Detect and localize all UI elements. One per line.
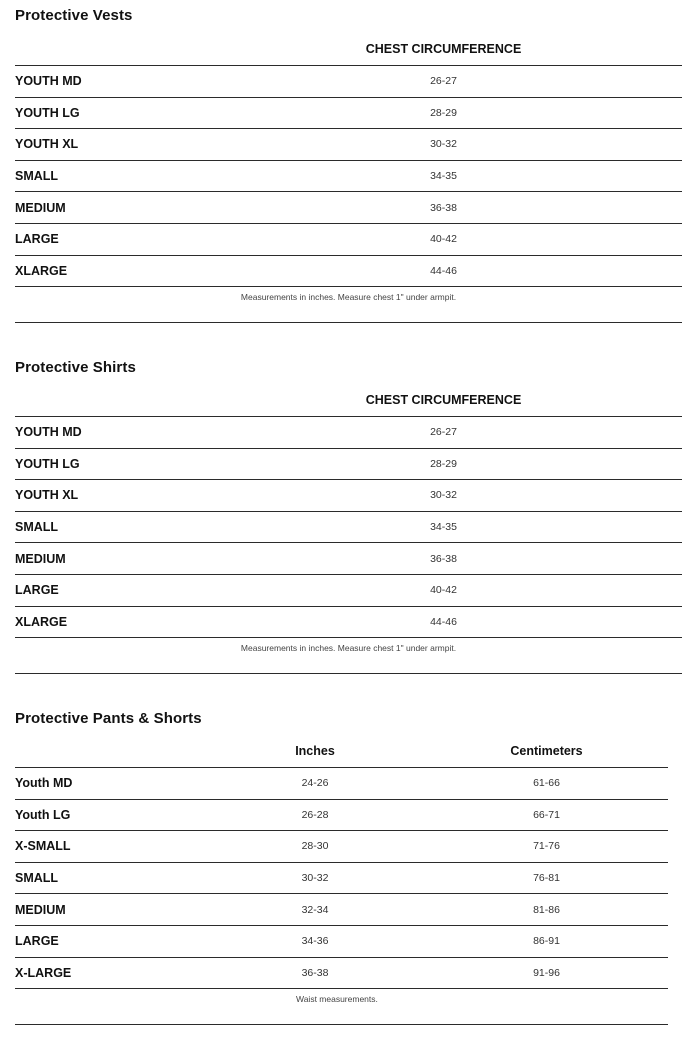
measurement-note: Measurements in inches. Measure chest 1" under armpit. [15,638,682,674]
table-row [15,66,682,98]
centimeters-value: 91-96 [425,957,668,989]
size-label: LARGE [15,925,205,957]
size-label: SMALL [15,160,205,192]
centimeters-column-header: Centimeters [510,744,583,758]
size-column-header [15,735,205,768]
centimeters-value: 66-71 [425,799,668,831]
chest-value: 26-27 [205,417,682,449]
chest-value: 44-46 [205,255,682,287]
note-row [15,989,668,1025]
table-row [15,511,682,543]
size-label: LARGE [15,223,205,255]
chest-value: 28-29 [205,448,682,480]
size-label: XLARGE [15,606,205,638]
vests-size-table [15,33,682,323]
centimeters-value: 61-66 [425,768,668,800]
size-label: YOUTH XL [15,480,205,512]
table-row [15,97,682,129]
centimeters-value: 81-86 [425,894,668,926]
size-label: Youth MD [15,768,205,800]
table-row [15,606,682,638]
table-row [15,255,682,287]
centimeters-value: 86-91 [425,925,668,957]
size-label: LARGE [15,574,205,606]
size-label: X-LARGE [15,957,205,989]
size-column-header [15,33,205,66]
table-row [15,223,682,255]
table-row [15,799,668,831]
chest-value: 34-35 [205,511,682,543]
shirts-size-table [15,384,682,674]
centimeters-value: 71-76 [425,831,668,863]
shirts-title: Protective Shirts [15,359,136,376]
chest-column-header: CHEST CIRCUMFERENCE [365,393,522,407]
table-row [15,862,668,894]
table-row [15,480,682,512]
size-label: SMALL [15,511,205,543]
chest-value: 44-46 [205,606,682,638]
size-label: SMALL [15,862,205,894]
pants-title: Protective Pants & Shorts [15,710,202,727]
size-label: MEDIUM [15,543,205,575]
centimeters-value: 76-81 [425,862,668,894]
inches-value: 28-30 [205,831,425,863]
measurement-note: Waist measurements. [15,989,668,1025]
chest-value: 28-29 [205,97,682,129]
table-row [15,925,668,957]
chest-column-header: CHEST CIRCUMFERENCE [365,42,522,56]
chest-value: 36-38 [205,192,682,224]
inches-column-header: Inches [295,744,335,758]
inches-value: 34-36 [205,925,425,957]
chest-value: 34-35 [205,160,682,192]
pants-size-table [15,735,668,1025]
note-row [15,287,682,323]
inches-value: 36-38 [205,957,425,989]
size-column-header [15,384,205,417]
size-label: MEDIUM [15,192,205,224]
table-row [15,957,668,989]
size-label: YOUTH MD [15,66,205,98]
table-row [15,448,682,480]
table-row [15,160,682,192]
table-row [15,129,682,161]
table-row [15,574,682,606]
size-label: X-SMALL [15,831,205,863]
size-label: YOUTH XL [15,129,205,161]
measurement-note: Measurements in inches. Measure chest 1" under armpit. [15,287,682,323]
vests-title: Protective Vests [15,7,133,24]
chest-value: 30-32 [205,129,682,161]
chest-value: 30-32 [205,480,682,512]
note-row [15,638,682,674]
size-label: XLARGE [15,255,205,287]
table-row [15,894,668,926]
inches-value: 32-34 [205,894,425,926]
table-row [15,192,682,224]
chest-value: 40-42 [205,574,682,606]
table-row [15,543,682,575]
chest-value: 36-38 [205,543,682,575]
chest-value: 40-42 [205,223,682,255]
table-row [15,768,668,800]
inches-value: 24-26 [205,768,425,800]
table-row [15,417,682,449]
size-label: YOUTH LG [15,448,205,480]
size-label: Youth LG [15,799,205,831]
size-label: MEDIUM [15,894,205,926]
chest-value: 26-27 [205,66,682,98]
table-row [15,831,668,863]
size-label: YOUTH LG [15,97,205,129]
inches-value: 30-32 [205,862,425,894]
inches-value: 26-28 [205,799,425,831]
size-label: YOUTH MD [15,417,205,449]
